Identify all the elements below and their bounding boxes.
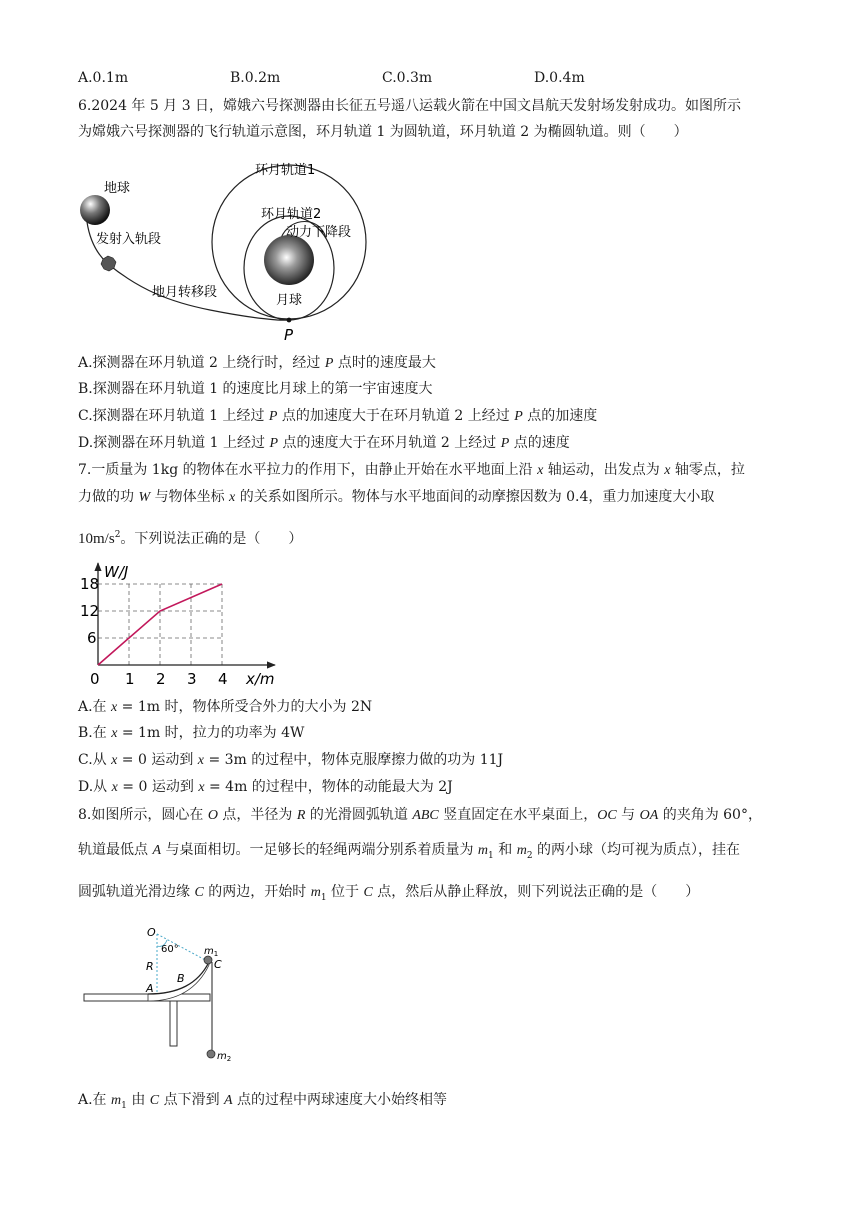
label-angle: 60° [161,944,179,955]
x-tick-3: 3 [187,670,197,688]
x-axis-label: x/m [246,670,275,688]
transfer-label: 地月转移段 [152,285,218,300]
q6-option-a: A.探测器在环月轨道 2 上绕行时，经过 P 点时的速度最大 [78,355,436,371]
chart-grid [98,584,222,665]
moon-shape [264,235,314,285]
q7-stem-line1: 7.一质量为 1kg 的物体在水平拉力的作用下，由静止开始在水平地面上沿 x 轴运动，出发点为 x 轴零点，拉 [78,462,745,478]
q6-stem-line1: 6.2024 年 5 月 3 日，嫦娥六号探测器由长征五号遥八运载火箭在中国文昌航天发射场发射成功。如图所示 [78,98,742,114]
q8-stem-line3: 圆弧轨道光滑边缘 C 的两边，开始时 $m_1$ 位于 C 点，然后从静止释放，则下列说法正确的是（ ） [78,884,700,903]
x-tick-1: 1 [125,670,135,688]
q7-option-a: A.在 x = 1m 时，物体所受合外力的大小为 2N [78,699,373,715]
earth-shape [80,195,110,225]
label-c: C [214,958,222,971]
orbit-figure [60,150,400,345]
x-tick-2: 2 [156,670,166,688]
launch-label: 发射入轨段 [96,232,162,247]
orbit1-label: 环月轨道1 [255,163,316,178]
orbit2-label: 环月轨道2 [261,207,322,222]
origin-label: 0 [90,670,100,688]
ball-m1 [204,956,212,964]
q6-option-c: C.探测器在环月轨道 1 上经过 P 点的加速度大于在环月轨道 2 上经过 P 点的加速度 [78,408,598,424]
arc-track-figure [78,922,238,1067]
y-tick-12: 12 [80,602,100,620]
table-leg [170,1001,177,1046]
point-p-label: P [284,326,294,344]
q7-option-d: D.从 x = 0 运动到 x = 4m 的过程中，物体的动能最大为 2J [78,779,453,795]
moon-label: 月球 [276,293,303,308]
earth-label: 地球 [104,181,131,196]
descent-label: 动力下降段 [286,225,352,240]
q5-option-a: A.0.1m [78,70,129,86]
q5-option-d: D.0.4m [534,70,585,86]
label-m2: $m_2$ [217,1051,232,1063]
q7-stem-line3: $10m/s^2$。下列说法正确的是（ ） [78,530,303,547]
q7-option-b: B.在 x = 1m 时，拉力的功率为 4W [78,725,305,741]
label-o: O [147,926,156,939]
work-chart [70,555,290,690]
q6-option-d: D.探测器在环月轨道 1 上经过 P 点的速度大于在环月轨道 2 上经过 P 点的速度 [78,435,570,451]
q6-option-b: B.探测器在环月轨道 1 的速度比月球上的第一宇宙速度大 [78,381,433,397]
q8-stem-line1: 8.如图所示，圆心在 O 点，半径为 R 的光滑圆弧轨道 ABC 竖直固定在水平桌面上，OC 与 OA 的夹角为 60°， [78,807,762,823]
q8-option-a: A.在 $m_1$ 由 C 点下滑到 A 点的过程中两球速度大小始终相等 [78,1092,448,1111]
ball-m2 [207,1050,215,1058]
y-tick-6: 6 [87,629,97,647]
point-p-dot [287,318,292,323]
x-tick-4: 4 [218,670,228,688]
q7-stem-line2: 力做的功 W 与物体坐标 x 的关系如图所示。物体与水平地面间的动摩擦因数为 0.4，重力加速度大小取 [78,489,715,505]
label-m1: $m_1$ [204,946,219,958]
series-line-w [98,584,222,665]
y-axis-label: W/J [104,563,129,581]
q8-stem-line2: 轨道最低点 A 与桌面相切。一足够长的轻绳两端分别系着质量为 $m_1$ 和 $m_2$ 的两小球（均可视为质点），挂在 [78,842,740,861]
q5-option-b: B.0.2m [230,70,281,86]
q7-option-c: C.从 x = 0 运动到 x = 3m 的过程中，物体克服摩擦力做的功为 11J [78,752,504,768]
label-a: A [146,982,154,995]
q5-option-c: C.0.3m [382,70,433,86]
table-top [84,994,210,1001]
label-b: B [177,972,185,985]
q6-stem-line2: 为嫦娥六号探测器的飞行轨道示意图，环月轨道 1 为圆轨道，环月轨道 2 为椭圆轨道。则（ ） [78,124,688,140]
y-tick-18: 18 [80,575,100,593]
label-r: R [146,960,154,973]
